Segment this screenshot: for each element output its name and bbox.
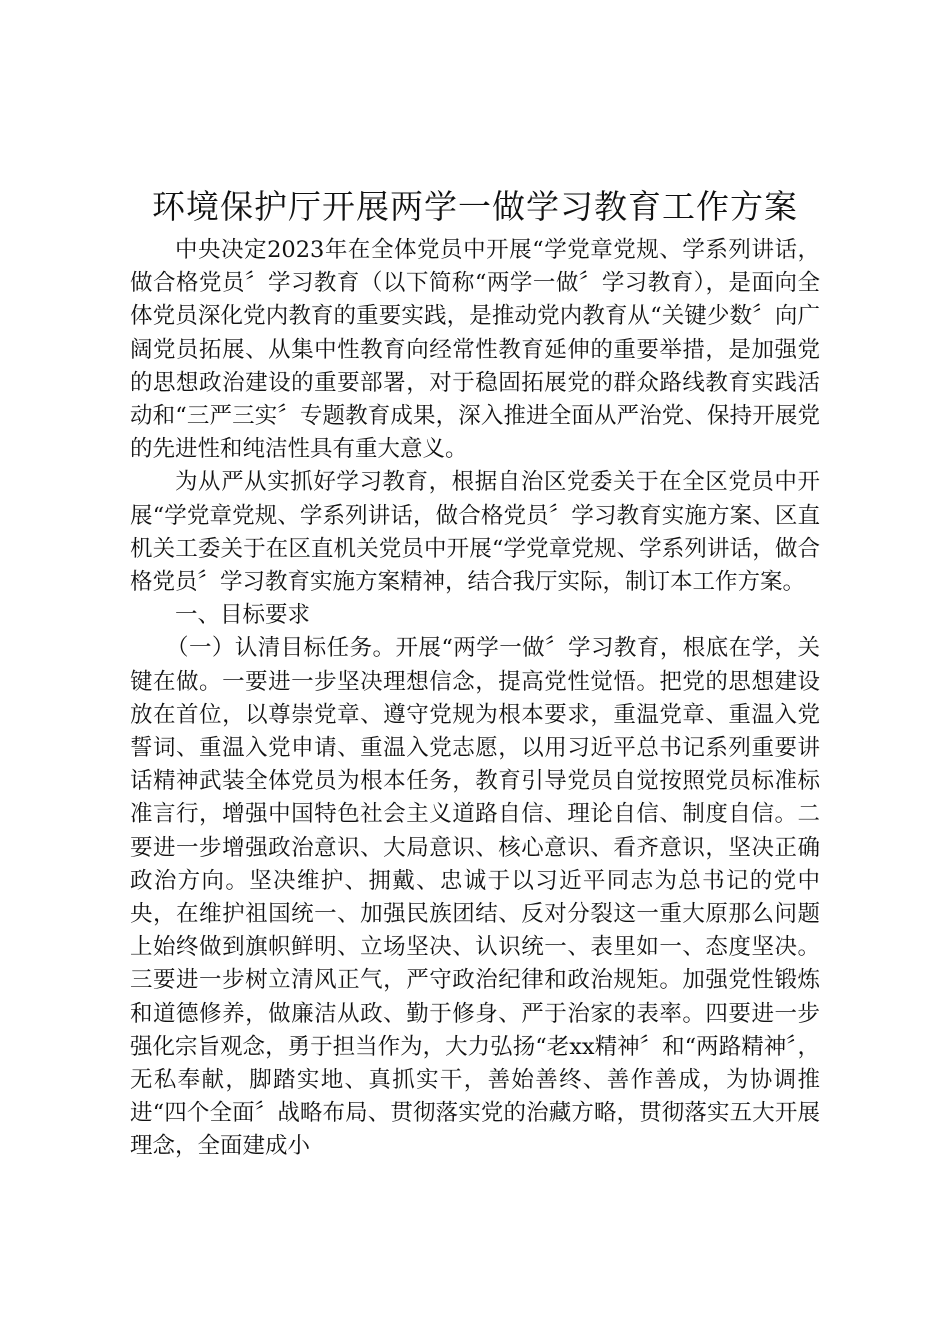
section-heading-goals: 一、目标要求	[175, 602, 311, 629]
document-page	[130, 184, 820, 1164]
paragraph-intro: 中央决定2023年在全体党员中开展“学党章党规、学系列讲话，做合格党员〞学习教育（以下简称“两学一做〞学习教育），是面向全体党员深化党内教育的重要实践，是推动党内教育从“关键少数〞向广阔党员拓展、从集中性教育向经常性教育延伸的重要举措，是加强党的思想政治建设的重要部署，对于稳固拓展党的群众路线教育实践活动和“三严三实〞专题教育成果，深入推进全面从严治党、保持开展党的先进性和纯洁性具有重大意义。	[130, 237, 820, 463]
document-title: 环境保护厅开展两学一做学习教育工作方案	[152, 187, 798, 226]
paragraph-goal-tasks: （一）认清目标任务。开展“两学一做〞学习教育，根底在学，关键在做。一要进一步坚决理想信念，提高党性觉悟。把党的思想建设放在首位，以尊崇党章、遵守党规为根本要求，重温党章、重温入党誓词、重温入党申请、重温入党志愿，以用习近平总书记系列重要讲话精神武装全体党员为根本任务，教育引导党员自觉按照党员标准标准言行，增强中国特色社会主义道路自信、理论自信、制度自信。二要进一步增强政治意识、大局意识、核心意识、看齐意识，坚决正确政治方向。坚决维护、拥戴、忠诚于以习近平同志为总书记的党中央，在维护祖国统一、加强民族团结、反对分裂这一重大原那么问题上始终做到旗帜鲜明、立场坚决、认识统一、表里如一、态度坚决。三要进一步树立清风正气，严守政治纪律和政治规矩。加强党性锻炼和道德修养，做廉洁从政、勤于修身、严于治家的表率。四要进一步强化宗旨观念，勇于担当作为，大力弘扬“老xx精神〞和“两路精神〞，无私奉献，脚踏实地、真抓实干，善始善终、善作善成，为协调推进“四个全面〞战略布局、贯彻落实党的治藏方略，贯彻落实五大开展理念，全面建成小	[130, 635, 820, 1160]
paragraph-basis: 为从严从实抓好学习教育，根据自治区党委关于在全区党员中开展“学党章党规、学系列讲话，做合格党员〞学习教育实施方案、区直机关工委关于在区直机关党员中开展“学党章党规、学系列讲话，做合格党员〞学习教育实施方案精神，结合我厅实际，制订本工作方案。	[130, 469, 820, 596]
